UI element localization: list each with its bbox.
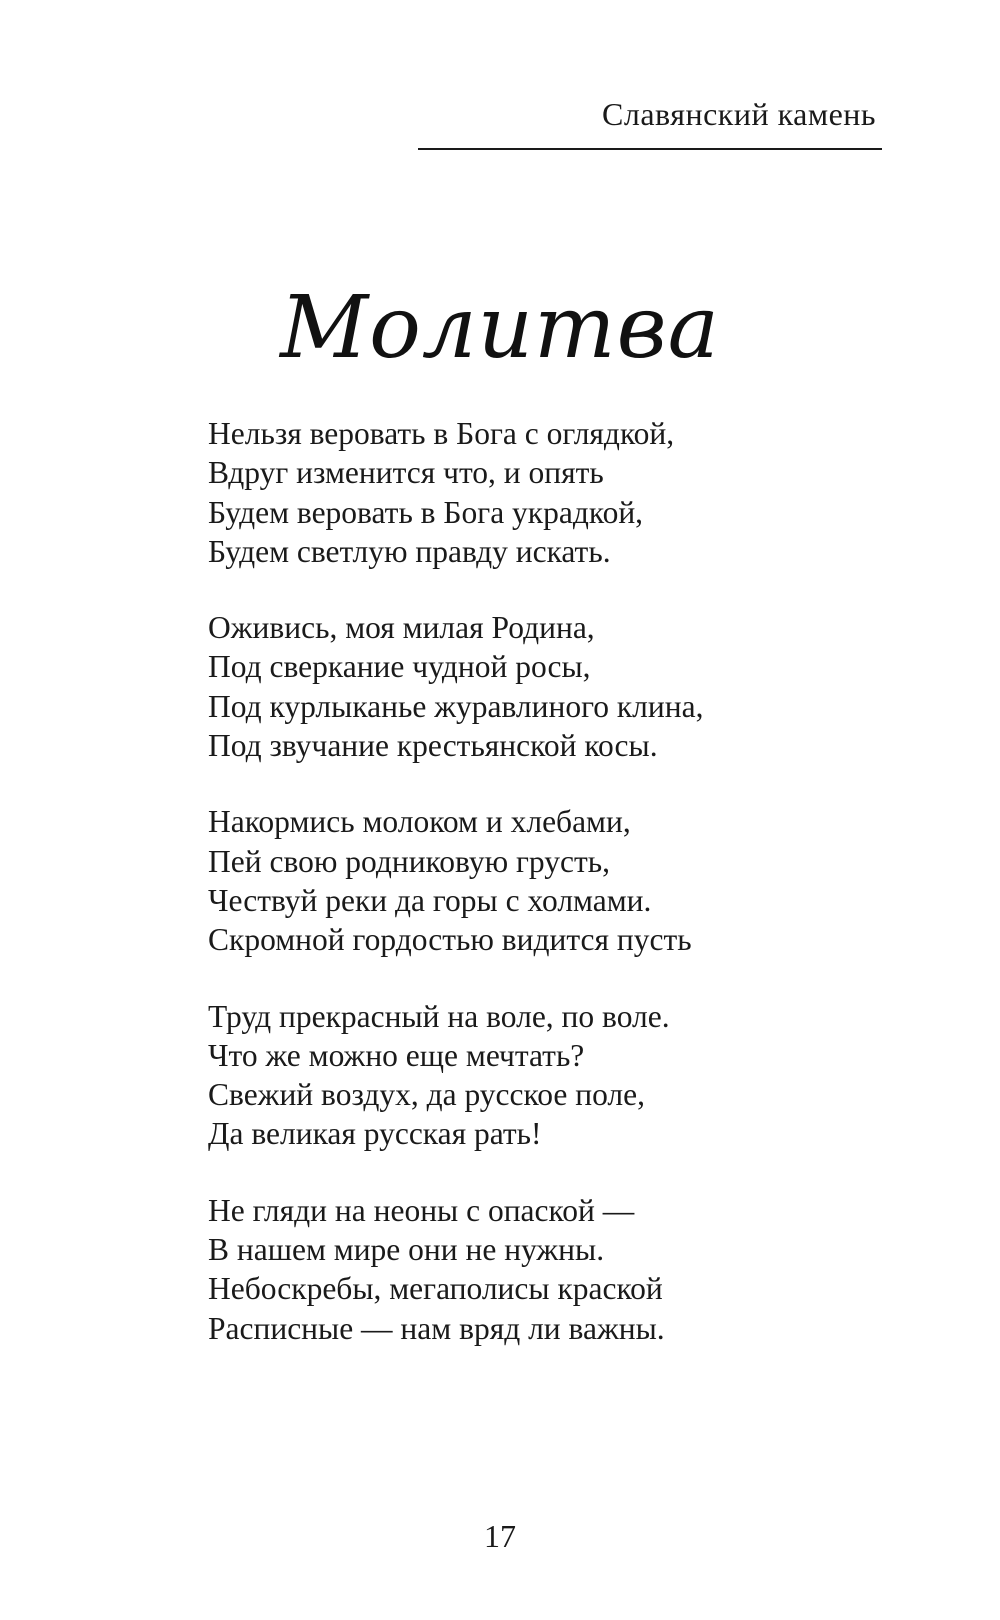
poem-line: Нельзя веровать в Бога с оглядкой, [208,416,675,451]
running-head-title: Славянский камень [602,96,876,132]
poem-line: Не гляди на неоны с опаской — [208,1192,635,1228]
poem-line: Оживись, моя милая Родина, [208,610,595,646]
poem-line: Свежий воздух, да русское поле, [208,1077,645,1113]
stanza-4 [208,997,908,1154]
stanza-2 [208,608,908,765]
poem-line: Будем веровать в Бога украдкой, [208,494,644,530]
poem-line: Будем светлую правду искать. [208,533,611,569]
poem-line: Под звучание крестьянской косы. [208,728,658,764]
poem-title: Молитва [280,278,720,378]
page-number: 17 [484,1518,516,1554]
stanza-3 [208,802,908,959]
poem-line: Да великая русская рать! [208,1116,542,1152]
poem-line: В нашем мире они не нужны. [208,1232,605,1268]
poem-line: Труд прекрасный на воле, по воле. [208,998,670,1034]
poem-line: Накормись молоком и хлебами, [208,804,631,840]
poem-line: Под курлыканье журавлиного клина, [208,688,704,724]
poem-line: Под сверкание чудной росы, [208,649,591,685]
poem-line: Расписные — нам вряд ли важны. [208,1310,665,1346]
header-rule [418,148,882,150]
poem-line: Чествуй реки да горы с холмами. [208,882,652,918]
poem-line: Пей свою родниковую грусть, [208,843,610,879]
stanza-1 [208,414,908,571]
poem-line: Что же можно еще мечтать? [208,1037,585,1073]
poem-line: Вдруг изменится что, и опять [208,455,604,491]
poem-line: Небоскребы, мегаполисы краской [208,1271,663,1307]
poem-body [208,414,908,1385]
stanza-5 [208,1191,908,1348]
poem-line: Скромной гордостью видится пусть [208,922,692,958]
